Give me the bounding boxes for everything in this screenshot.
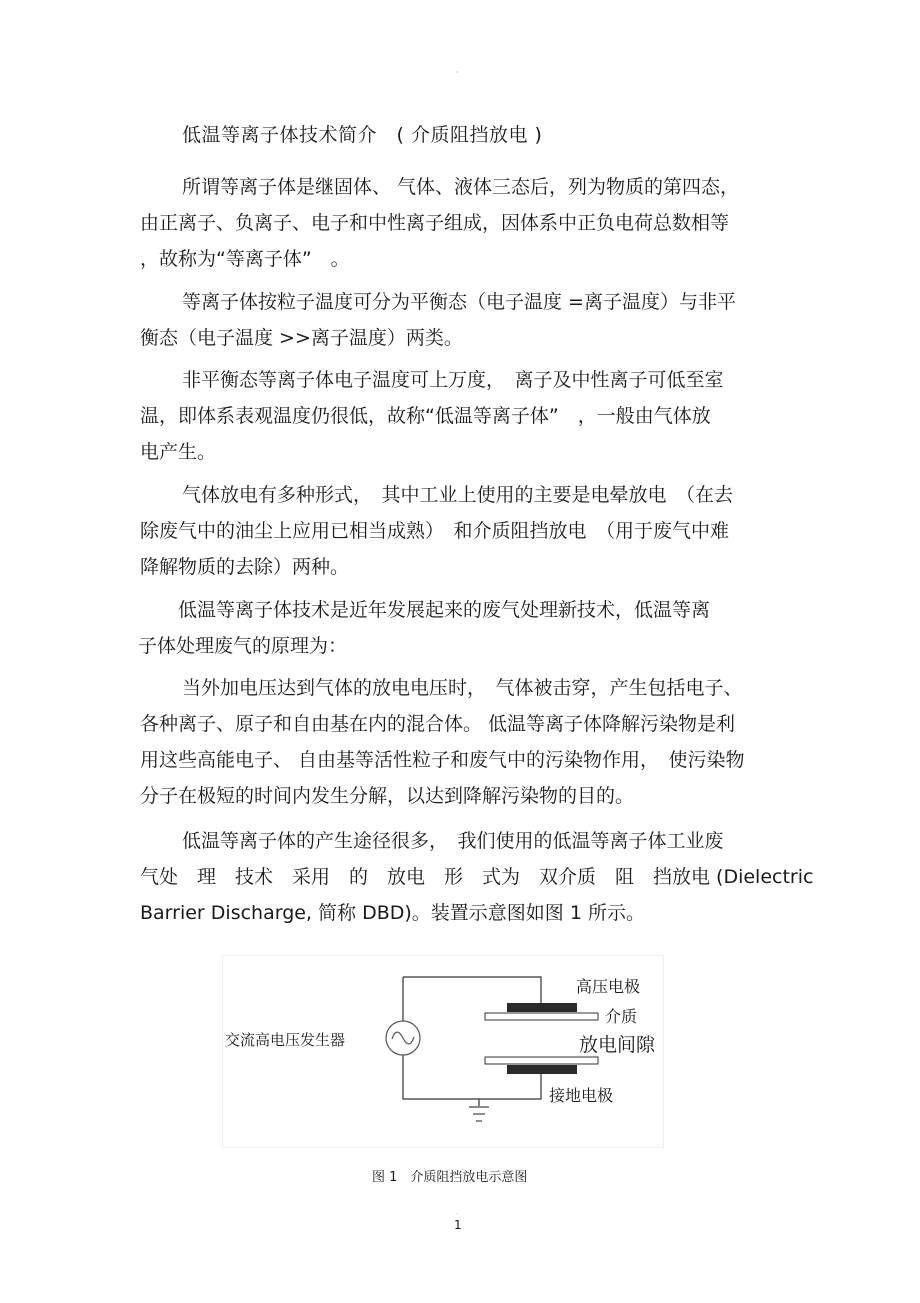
discharge-gap-label: 放电间隙	[579, 1034, 656, 1056]
paragraph-line: 各种离子、原子和自由基在内的混合体。 低温等离子体降解污染物是利	[140, 713, 736, 735]
paragraph-line: 衡态（电子温度 >>离子温度）两类。	[140, 327, 463, 349]
generator-label: 交流高电压发生器	[225, 1031, 346, 1049]
lower-dielectric	[485, 1057, 598, 1064]
paragraph-line: 由正离子、负离子、电子和中性离子组成，因体系中正负电荷总数相等	[140, 212, 730, 234]
paragraph-6	[140, 670, 745, 814]
paragraph-line: 当外加电压达到气体的放电电压时， 气体被击穿，产生包括电子、	[182, 677, 743, 699]
paragraph-line: ，故称为“等离子体” 。	[140, 248, 350, 270]
paragraph-line: 所谓等离子体是继固体、 气体、液体三态后，列为物质的第四态，	[182, 176, 740, 198]
paragraph-line: 低温等离子体的产生途径很多， 我们使用的低温等离子体工业废	[182, 830, 724, 852]
page-title: 低温等离子体技术简介 ( 介质阻挡放电 )	[182, 124, 543, 146]
paragraph-1	[140, 169, 739, 277]
ground-electrode-label: 接地电极	[549, 1086, 614, 1105]
paragraph-line: 温，即体系表观温度仍很低，故称“低温等离子体” ，一般由气体放	[140, 405, 711, 427]
paragraph-line: Barrier Discharge, 简称 DBD)。装置示意图如图 1 所示。	[140, 902, 645, 924]
paragraph-line: 气处 理 技术 采用 的 放电 形 式为 双介质 阻 挡放电 (Dielectric	[140, 866, 814, 888]
paragraph-line: 非平衡态等离子体电子温度可上万度， 离子及中性离子可低至室	[182, 369, 724, 391]
paragraph-4	[140, 477, 733, 585]
wire-top	[403, 977, 541, 1003]
figure-caption: 图 1 介质阻挡放电示意图	[372, 1170, 528, 1185]
footer-dot: ·	[456, 1211, 458, 1218]
paragraph-line: 除废气中的油尘上应用已相当成熟） 和介质阻挡放电 （用于废气中难	[140, 520, 730, 542]
paragraph-line: 子体处理废气的原理为：	[138, 635, 348, 657]
upper-dielectric	[485, 1013, 598, 1020]
paragraph-line: 电产生。	[140, 441, 217, 463]
high-voltage-electrode-label: 高压电极	[576, 977, 641, 996]
high-voltage-electrode	[507, 1003, 577, 1012]
paragraph-line: 用这些高能电子、 自由基等活性粒子和废气中的污染物作用， 使污染物	[140, 749, 745, 771]
paragraph-7	[140, 823, 813, 931]
paragraph-line: 降解物质的去除）两种。	[140, 556, 350, 578]
paragraph-line: 低温等离子体技术是近年发展起来的废气处理新技术，低温等离	[178, 599, 711, 621]
page-number: 1	[454, 1218, 462, 1232]
paragraph-2	[140, 284, 736, 356]
paragraph-5	[138, 592, 710, 664]
header-dot: ·	[456, 68, 459, 77]
ground-electrode	[507, 1065, 577, 1074]
paragraph-line: 分子在极短的时间内发生分解，以达到降解污染物的目的。	[140, 785, 635, 807]
dbd-diagram	[222, 955, 664, 1148]
paragraph-3	[140, 362, 724, 470]
paragraph-line: 气体放电有多种形式， 其中工业上使用的主要是电晕放电 （在去	[182, 484, 734, 506]
dielectric-label: 介质	[605, 1007, 638, 1026]
paragraph-line: 等离子体按粒子温度可分为平衡态（电子温度 =离子温度）与非平	[182, 291, 736, 313]
